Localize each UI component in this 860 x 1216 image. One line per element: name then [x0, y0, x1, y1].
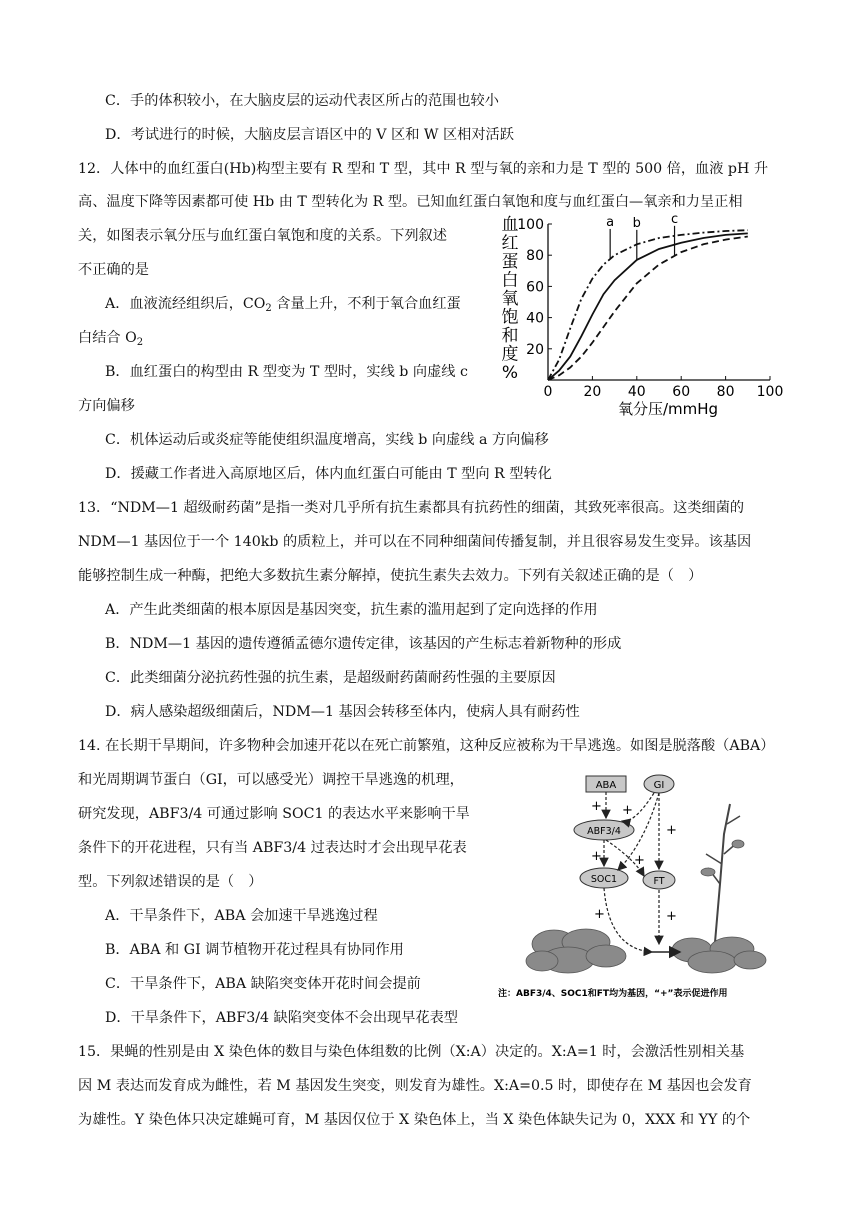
plus-sign: +	[591, 849, 602, 864]
q14-option-a: A．干旱条件下，ABA 会加速干旱逃逸过程	[105, 908, 378, 924]
chart-ylabel-char: 和	[501, 326, 519, 346]
chart-x-tick-label: 40	[627, 384, 646, 400]
q14-option-b: B．ABA 和 GI 调节植物开花过程具有协同作用	[105, 942, 404, 958]
q15-stem-line1: 15．果蝇的性别是由 X 染色体的数目与染色体组数的比例（X:A）决定的。X:A=1 时，会激活性别相关基	[78, 1044, 745, 1060]
oxygen-saturation-chart	[488, 208, 788, 420]
q12-option-d: D．援藏工作者进入高原地区后，体内血红蛋白可能由 T 型向 R 型转化	[105, 466, 552, 482]
q12-option-b-line2: 方向偏移	[78, 398, 135, 414]
chart-ylabel-char: 白	[501, 270, 519, 291]
q13-option-b: B．NDM—1 基因的遗传遵循孟德尔遗传定律，该基因的产生标志着新物种的形成	[105, 636, 622, 652]
q12-option-a-sub: 2	[265, 303, 272, 314]
q14-stem-line3: 研究发现，ABF3/4 可通过影响 SOC1 的表达水平来影响干旱	[78, 806, 470, 822]
q12-stem-line4: 不正确的是	[78, 262, 149, 278]
chart-series-label: c	[670, 211, 679, 227]
diagram-note: 注：ABF3/4、SOC1和FT均为基因，“+”表示促进作用	[498, 989, 728, 999]
chart-ylabel-char: %	[501, 363, 519, 383]
q11-option-d: D．考试进行的时候，大脑皮层言语区中的 V 区和 W 区相对活跃	[105, 127, 514, 143]
q13-option-a: A．产生此类细菌的根本原因是基因突变，抗生素的滥用起到了定向选择的作用	[105, 602, 598, 618]
q12-option-a2-pre: 白结合 O	[78, 330, 137, 346]
q12-option-a-line2	[78, 327, 143, 354]
q13-stem-line2: NDM—1 基因位于一个 140kb 的质粒上，并可以在不同种细菌间传播复制，并且很容易发生变异。该基因	[78, 534, 752, 550]
chart-ylabel-char: 饱	[501, 307, 519, 328]
q12-stem-line3: 关，如图表示氧分压与血红蛋白氧饱和度的关系。下列叙述	[78, 228, 447, 244]
plus-sign: +	[594, 907, 605, 922]
chart-y-tick-label: 60	[526, 279, 544, 296]
q15-stem-line3: 为雄性。Y 染色体只决定雄蝇可育，M 基因仅位于 X 染色体上，当 X 染色体缺失记为 0，XXX 和 YY 的个	[78, 1112, 751, 1128]
chart-ylabel-char: 血	[501, 215, 519, 235]
q12-stem-line1: 12．人体中的血红蛋白(Hb)构型主要有 R 型和 T 型，其中 R 型与氧的亲和力是 T 型的 500 倍，血液 pH 升	[78, 161, 769, 177]
q13-stem-line1: 13．“NDM—1 超级耐药菌”是指一类对几乎所有抗生素都具有抗药性的细菌，其致死率很高。这类细菌的	[78, 500, 745, 516]
node-gi-label: GI	[653, 780, 665, 791]
chart-series-a	[548, 230, 748, 380]
aba-gi-flowering-diagram	[494, 764, 790, 1008]
chart-y-tick-label: 100	[517, 217, 544, 233]
q14-stem-line2: 和光周期调节蛋白（GI，可以感受光）调控干旱逃逸的机理，	[78, 772, 464, 788]
q14-stem-line5: 型。下列叙述错误的是（ ）	[78, 874, 263, 890]
q11-option-c: C．手的体积较小，在大脑皮层的运动代表区所占的范围也较小	[105, 93, 499, 109]
node-soc1-label: SOC1	[590, 874, 618, 885]
chart-x-tick-label: 60	[672, 384, 691, 400]
chart-y-tick-label: 40	[526, 310, 544, 327]
plus-sign: +	[622, 803, 633, 818]
chart-ylabel-char: 蛋	[501, 252, 519, 272]
plant-flowering-right	[672, 804, 766, 973]
chart-ylabel-char: 度	[501, 344, 519, 365]
node-aba-label: ABA	[595, 780, 617, 791]
q12-stem-line2: 高、温度下降等因素都可使 Hb 由 T 型转化为 R 型。已知血红蛋白氧饱和度与血红蛋白—氧亲和力呈正相	[78, 194, 743, 210]
q14-option-c: C．干旱条件下，ABA 缺陷突变体开花时间会提前	[105, 976, 421, 992]
q13-stem-line3: 能够控制生成一种酶，把绝大多数抗生素分解掉，使抗生素失去效力。下列有关叙述正确的是（ ）	[78, 568, 703, 584]
q15-stem-line2: 因 M 表达而发育成为雌性，若 M 基因发生突变，则发育为雄性。X:A=0.5 时，即使存在 M 基因也会发育	[78, 1078, 752, 1094]
chart-x-tick-label: 0	[543, 384, 553, 400]
plus-sign: +	[666, 909, 677, 924]
plus-sign: +	[666, 823, 677, 838]
chart-xlabel: 氧分压/mmHg	[617, 400, 719, 418]
chart-x-tick-label: 20	[583, 384, 602, 400]
q13-option-c: C．此类细菌分泌抗药性强的抗生素，是超级耐药菌耐药性强的主要原因	[105, 670, 556, 686]
q14-stem-line4: 条件下的开花进程，只有当 ABF3/4 过表达时才会出现早花表	[78, 840, 467, 856]
chart-series-label: b	[632, 215, 641, 231]
chart-y-tick-label: 20	[526, 341, 544, 358]
chart-series-label: a	[606, 214, 615, 230]
q14-option-d: D．干旱条件下，ABF3/4 缺陷突变体不会出现早花表型	[105, 1010, 458, 1026]
chart-y-tick-label: 80	[526, 248, 544, 265]
chart-ylabel	[502, 215, 519, 383]
q12-option-a-line1	[105, 293, 461, 320]
chart-ylabel-char: 红	[501, 233, 519, 254]
plus-sign: +	[591, 799, 602, 814]
q12-option-a-pre: A．血液流经组织后，CO	[105, 296, 266, 312]
chart-x-tick-label: 100	[756, 384, 784, 400]
q12-option-a2-sub: 2	[136, 337, 144, 348]
node-abf34-label: ABF3/4	[587, 826, 621, 837]
q14-stem-line1: 14. 在长期干旱期间，许多物种会加速开花以在死亡前繁殖，这种反应被称为干旱逃逸。如图是脱落酸（ABA）	[78, 738, 775, 754]
q13-option-d: D．病人感染超级细菌后，NDM—1 基因会转移至体内，使病人具有耐药性	[105, 704, 580, 720]
plant-rosette-left	[526, 929, 626, 973]
q12-option-c: C．机体运动后或炎症等能使组织温度增高，实线 b 向虚线 a 方向偏移	[105, 432, 549, 448]
node-ft-label: FT	[653, 876, 665, 887]
q12-option-b-line1: B．血红蛋白的构型由 R 型变为 T 型时，实线 b 向虚线 c	[105, 364, 468, 380]
q12-option-a-post: 含量上升，不利于氧合血红蛋	[271, 296, 461, 312]
chart-ylabel-char: 氧	[501, 289, 519, 309]
chart-x-tick-label: 80	[716, 384, 735, 400]
plus-sign: +	[634, 853, 645, 868]
